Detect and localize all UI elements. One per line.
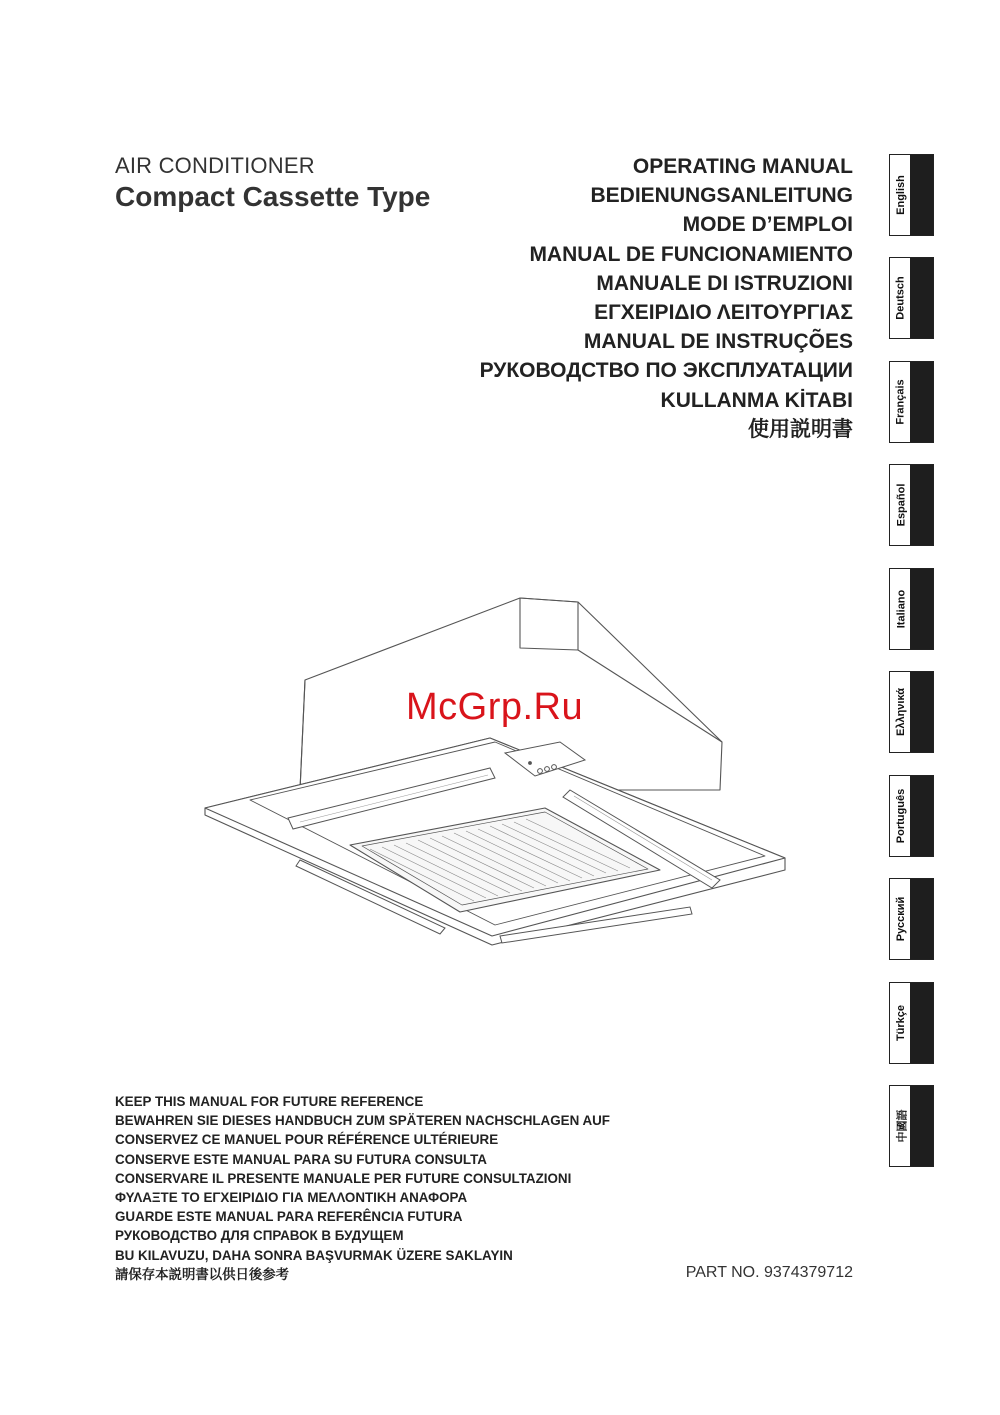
manual-title: MANUAL DE INSTRUÇÕES xyxy=(583,330,853,354)
manual-title: OPERATING MANUAL xyxy=(632,155,853,178)
tab-deutsch[interactable] xyxy=(889,257,934,339)
keep-notice: CONSERVEZ CE MANUEL POUR RÉFÉRENCE ULTÉRIEURE xyxy=(115,1132,499,1148)
tab-label: Português xyxy=(895,788,907,844)
watermark: McGrp.Ru xyxy=(406,686,584,728)
tab-label: Français xyxy=(895,379,907,425)
tab-english[interactable] xyxy=(889,154,934,236)
manual-title: MANUAL DE FUNCIONAMIENTO xyxy=(529,242,853,266)
tab-chinese[interactable] xyxy=(889,1085,934,1167)
manual-title: ΕΓΧΕΙΡΙΔΙΟ ΛΕΙΤΟΥΡΓΙΑΣ xyxy=(594,301,853,325)
keep-notice: CONSERVE ESTE MANUAL PARA SU FUTURA CONSULTA xyxy=(115,1151,487,1167)
product-type: Compact Cassette Type xyxy=(115,181,431,212)
tab-label: Türkçe xyxy=(895,1004,908,1042)
manual-title: BEDIENUNGSANLEITUNG xyxy=(590,184,853,208)
tab-label: Deutsch xyxy=(895,276,907,320)
keep-notice: CONSERVARE IL PRESENTE MANUALE PER FUTURE CONSULTAZIONI xyxy=(115,1170,572,1186)
tab-label: Español xyxy=(895,483,908,527)
tab-francais[interactable] xyxy=(889,361,934,443)
tab-label: English xyxy=(895,175,908,215)
manual-title: MANUALE DI ISTRUZIONI xyxy=(596,271,853,295)
manual-title: 使用説明書 xyxy=(748,417,853,441)
tab-russian[interactable] xyxy=(889,878,934,960)
tab-italiano[interactable] xyxy=(889,568,934,650)
tab-turkce[interactable] xyxy=(889,982,934,1064)
manual-title: MODE D’EMPLOI xyxy=(682,213,853,237)
product-line: AIR CONDITIONER xyxy=(115,153,315,178)
manual-titles xyxy=(480,152,853,444)
keep-notice: BU KILAVUZU, DAHA SONRA BAŞVURMAK ÜZERE SAKLAYIN xyxy=(115,1247,513,1263)
tab-portugues[interactable] xyxy=(889,775,934,857)
keep-notice: BEWAHREN SIE DIESES HANDBUCH ZUM SPÄTEREN NACHSCHLAGEN AUF xyxy=(115,1113,610,1129)
tab-label: Italiano xyxy=(895,589,908,629)
keep-notice: KEEP THIS MANUAL FOR FUTURE REFERENCE xyxy=(115,1094,424,1109)
manual-title: KULLANMA KİTABI xyxy=(660,388,853,412)
tab-label: 中國語 xyxy=(896,1109,908,1143)
tab-label: Русский xyxy=(895,896,908,942)
keep-notice: 請保存本説明書以供日後参考 xyxy=(115,1266,290,1282)
tab-espanol[interactable] xyxy=(889,464,934,546)
keep-notice: GUARDE ESTE MANUAL PARA REFERÊNCIA FUTURA xyxy=(115,1209,463,1225)
part-number: PART NO. 9374379712 xyxy=(685,1264,853,1281)
tab-greek[interactable] xyxy=(889,671,934,753)
air-conditioner-illustration xyxy=(195,590,795,950)
tab-label: Ελληνικά xyxy=(895,688,907,736)
keep-notices xyxy=(115,1092,610,1284)
keep-notice: РУКОВОДСТВО ДЛЯ СПРАВОК В БУДУЩЕМ xyxy=(115,1228,404,1244)
manual-title: РУКОВОДСТВО ПО ЭКСПЛУАТАЦИИ xyxy=(479,359,853,383)
keep-notice: ΦΥΛΑΞΤΕ ΤΟ ΕΓΧΕΙΡΙΔΙΟ ΓΙΑ ΜΕΛΛΟΝΤΙΚΗ ΑΝΑΦΟΡΑ xyxy=(115,1190,468,1206)
